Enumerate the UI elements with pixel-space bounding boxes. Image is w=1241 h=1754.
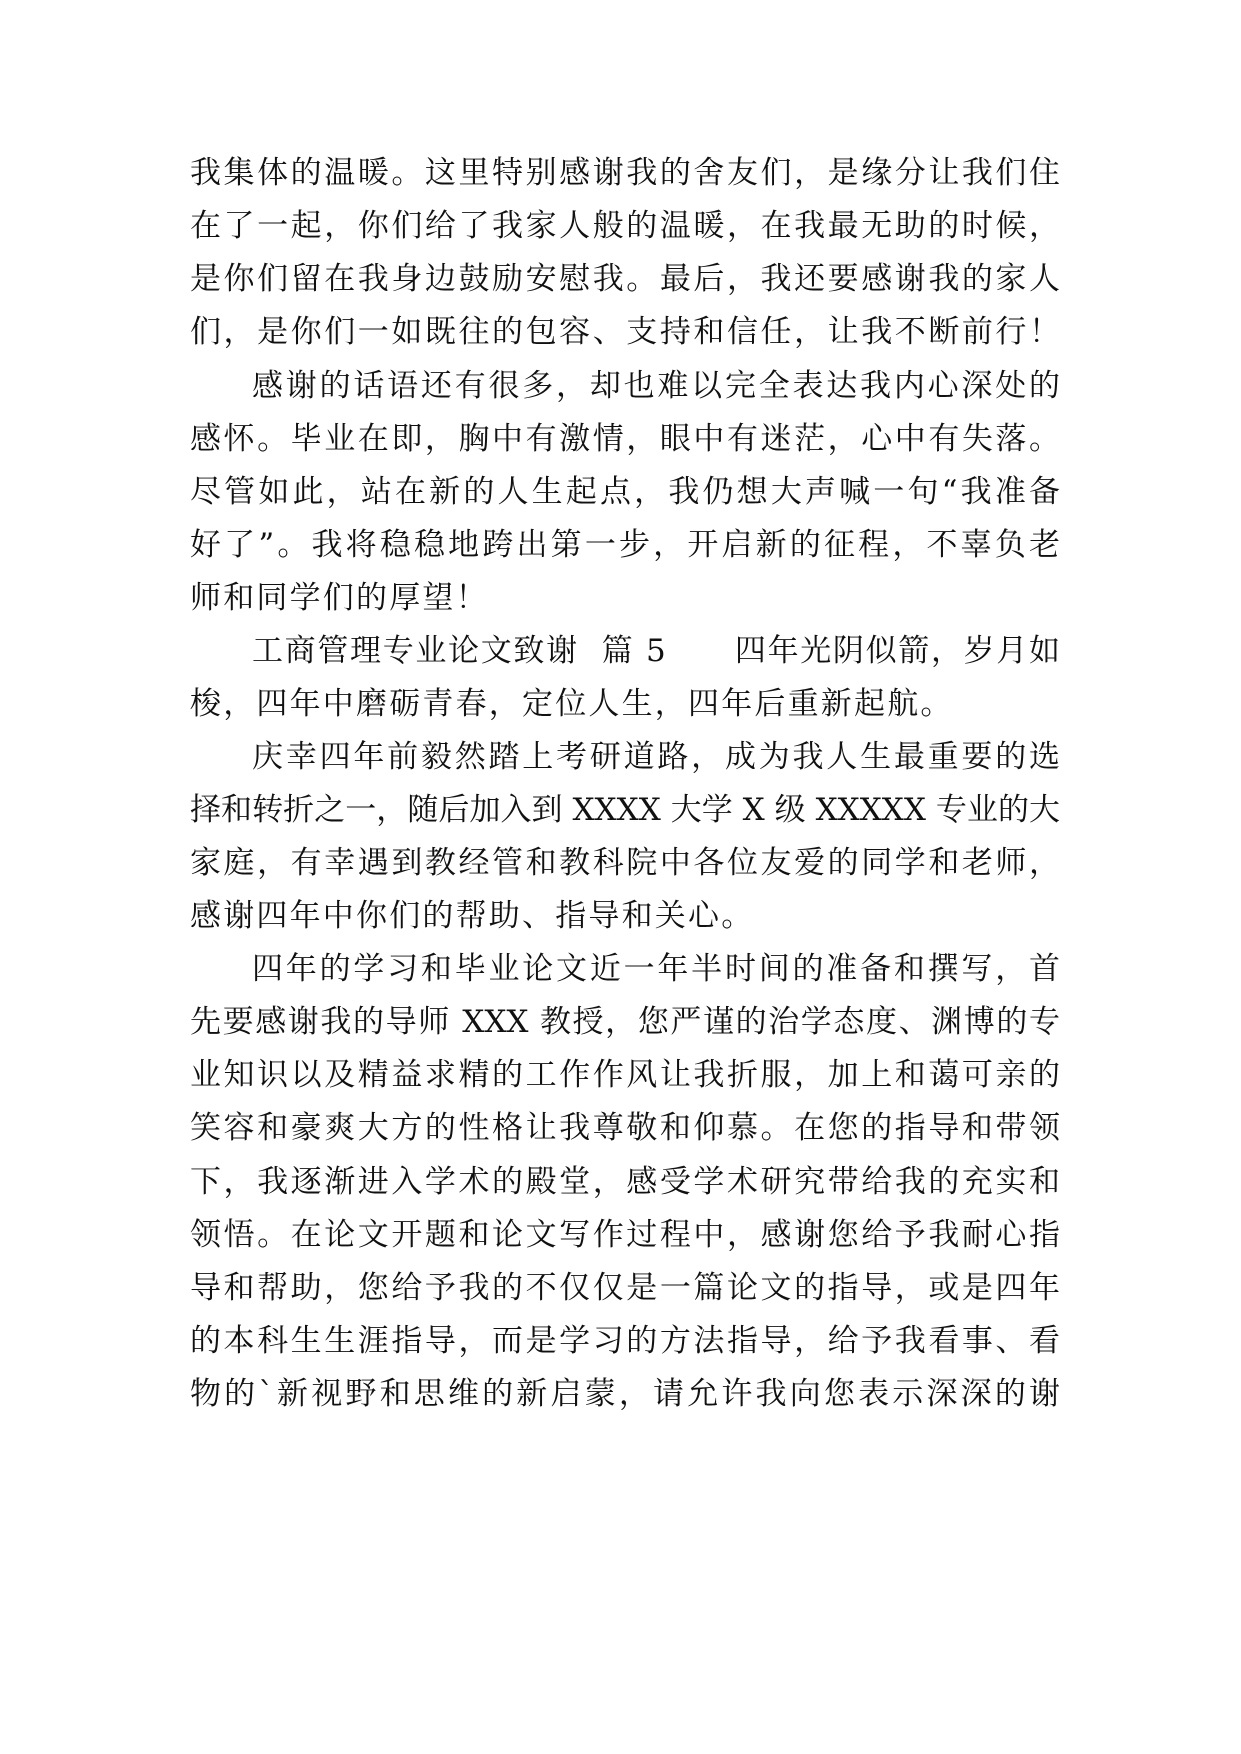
text-line: 物的`新视野和思维的新启蒙，请允许我向您表示深深的谢: [190, 1376, 1060, 1412]
text-line: 家庭，有幸遇到教经管和教科院中各位友爱的同学和老师，: [190, 845, 1060, 881]
text-line: 笑容和豪爽大方的性格让我尊敬和仰慕。在您的指导和带领: [190, 1110, 1060, 1146]
text-line: 感谢的话语还有很多，却也难以完全表达我内心深处的: [252, 368, 1060, 404]
text-line: 师和同学们的厚望！: [190, 580, 489, 616]
text-line: 我集体的温暖。这里特别感谢我的舍友们，是缘分让我们住: [190, 155, 1060, 191]
text-line: 好了”。我将稳稳地跨出第一步，开启新的征程，不辜负老: [190, 527, 1060, 563]
text-line: 感谢四年中你们的帮助、指导和关心。: [190, 898, 755, 934]
section-heading-line: 工商管理专业论文致谢 篇 5 四年光阴似箭，岁月如: [252, 633, 1060, 669]
text-line: 导和帮助，您给予我的不仅仅是一篇论文的指导，或是四年: [190, 1270, 1060, 1306]
text-line: 的本科生生涯指导，而是学习的方法指导，给予我看事、看: [190, 1323, 1060, 1359]
text-line: 在了一起，你们给了我家人般的温暖，在我最无助的时候，: [190, 208, 1060, 244]
text-line: 先要感谢我的导师 XXX 教授，您严谨的治学态度、渊博的专: [190, 1004, 1060, 1040]
text-line: 感怀。毕业在即，胸中有激情，眼中有迷茫，心中有失落。: [190, 421, 1060, 457]
text-line: 领悟。在论文开题和论文写作过程中，感谢您给予我耐心指: [190, 1217, 1060, 1253]
text-line: 尽管如此，站在新的人生起点，我仍想大声喊一句“我准备: [190, 474, 1060, 510]
text-line: 是你们留在我身边鼓励安慰我。最后，我还要感谢我的家人: [190, 261, 1060, 297]
text-line: 择和转折之一，随后加入到 XXXX 大学 X 级 XXXXX 专业的大: [190, 792, 1060, 828]
text-line: 下，我逐渐进入学术的殿堂，感受学术研究带给我的充实和: [190, 1164, 1060, 1200]
text-line: 梭，四年中磨砺青春，定位人生，四年后重新起航。: [190, 686, 954, 722]
text-line: 四年的学习和毕业论文近一年半时间的准备和撰写，首: [252, 951, 1060, 987]
text-line: 庆幸四年前毅然踏上考研道路，成为我人生最重要的选: [252, 739, 1060, 775]
text-line: 们，是你们一如既往的包容、支持和信任，让我不断前行！: [190, 314, 1060, 350]
text-line: 业知识以及精益求精的工作作风让我折服，加上和蔼可亲的: [190, 1057, 1060, 1093]
